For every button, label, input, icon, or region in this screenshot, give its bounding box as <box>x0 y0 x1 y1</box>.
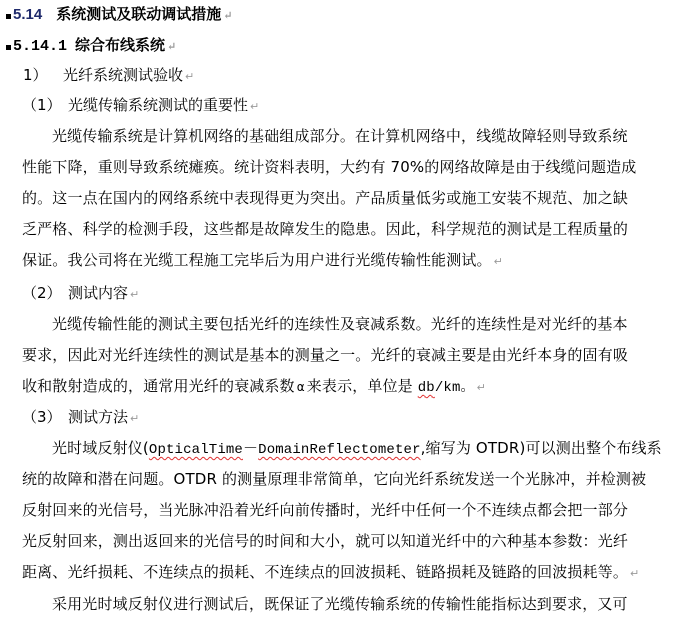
spellcheck-flagged-word[interactable]: DomainReflectometer <box>258 442 421 458</box>
heading-5-14-1 <box>6 35 176 57</box>
section-2-line: 要求，因此对光纤连续性的测试是基本的测量之一。光纤的衰减主要是由光纤本身的固有吸 <box>22 346 629 364</box>
section-2-line-last <box>22 376 486 398</box>
heading-number: 5.14.1 <box>13 38 68 55</box>
spellcheck-flagged-word[interactable]: db <box>417 380 435 396</box>
section-1-line: 光缆传输系统是计算机网络的基础组成部分。在计算机网络中，线缆故障轻则导致系统 <box>52 127 628 145</box>
paragraph-mark-icon: ↵ <box>130 288 140 301</box>
section-1-line: 的。这一点在国内的网络系统中表现得更为突出。产品质量低劣或施工安装不规范、加之缺 <box>22 189 629 207</box>
section-number: （3） <box>22 408 62 426</box>
section-3-text: ,缩写为 OTDR)可以测出整个布线系 <box>420 439 662 457</box>
section-1-text: 保证。我公司将在光缆工程施工完毕后为用户进行光缆传输性能测试。 <box>22 251 492 269</box>
section-1-line-last <box>22 250 503 272</box>
section-number: （1） <box>22 96 62 114</box>
section-2-line: 光缆传输性能的测试主要包括光纤的连续性及衰减系数。光纤的连续性是对光纤的基本 <box>52 315 628 333</box>
section-1-line: 乏严格、科学的检测手段，这些都是故障发生的隐患。因此，科学规范的测试是工程质量的 <box>22 220 629 238</box>
section-title: 光缆传输系统测试的重要性 <box>68 96 249 114</box>
heading-bullet-icon <box>6 45 11 50</box>
unit-suffix: /km。 <box>434 380 475 396</box>
paragraph-mark-icon: ↵ <box>250 100 260 113</box>
paragraph-mark-icon: ↵ <box>167 40 177 53</box>
section-title: 测试内容 <box>68 284 129 302</box>
heading-bullet-icon <box>6 14 11 19</box>
section-3-heading <box>22 407 139 429</box>
section-2-text: 来表示，单位是 <box>306 377 418 395</box>
item-title: 光纤系统测试验收 <box>63 66 184 84</box>
section-3-text: 光时域反射仪( <box>52 439 149 457</box>
item-1-heading <box>23 65 194 87</box>
section-3-line-last <box>22 562 639 584</box>
section-2-heading <box>22 283 139 305</box>
section-3-line: 统的故障和潜在问题。OTDR 的测量原理非常简单，它向光纤系统发送一个光脉冲，并检测被 <box>22 470 647 488</box>
section-3-line: 反射回来的光信号，当光脉冲沿着光纤向前传播时，光纤中任何一个不连续点都会把一部分 <box>22 501 629 519</box>
section-3-line-first <box>52 438 662 460</box>
paragraph-mark-icon: ↵ <box>630 567 640 580</box>
item-number: 1） <box>23 66 48 84</box>
alpha-symbol: α <box>296 380 305 394</box>
spellcheck-flagged-word[interactable]: OpticalTime <box>148 442 243 458</box>
paragraph-mark-icon: ↵ <box>493 255 504 268</box>
heading-5-14 <box>6 4 232 26</box>
section-1-heading <box>22 95 259 117</box>
dash: － <box>242 439 259 457</box>
section-number: （2） <box>22 284 62 302</box>
heading-title: 综合布线系统 <box>75 36 166 54</box>
section-3-text: 距离、光纤损耗、不连续点的损耗、不连续点的回波损耗、链路损耗及链路的回波损耗等。 <box>22 563 629 581</box>
section-2-text: 收和散射造成的，通常用光纤的衰减系数 <box>22 377 295 395</box>
section-title: 测试方法 <box>68 408 129 426</box>
section-3-line: 光反射回来，测出返回来的光信号的时间和大小，就可以知道光纤中的六种基本参数：光纤 <box>22 532 629 550</box>
section-1-line: 性能下降，重则导致系统瘫痪。统计资料表明，大约有 70%的网络故障是由于线缆问题造成 <box>22 158 637 176</box>
heading-title: 系统测试及联动调试措施 <box>56 5 222 23</box>
paragraph-mark-icon: ↵ <box>476 381 487 394</box>
paragraph-mark-icon: ↵ <box>223 9 233 22</box>
heading-number: 5.14 <box>13 6 43 23</box>
next-paragraph-line: 采用光时域反射仪进行测试后，既保证了光缆传输系统的传输性能指标达到要求，又可 <box>52 595 628 613</box>
paragraph-mark-icon: ↵ <box>130 412 140 425</box>
paragraph-mark-icon: ↵ <box>185 70 195 83</box>
